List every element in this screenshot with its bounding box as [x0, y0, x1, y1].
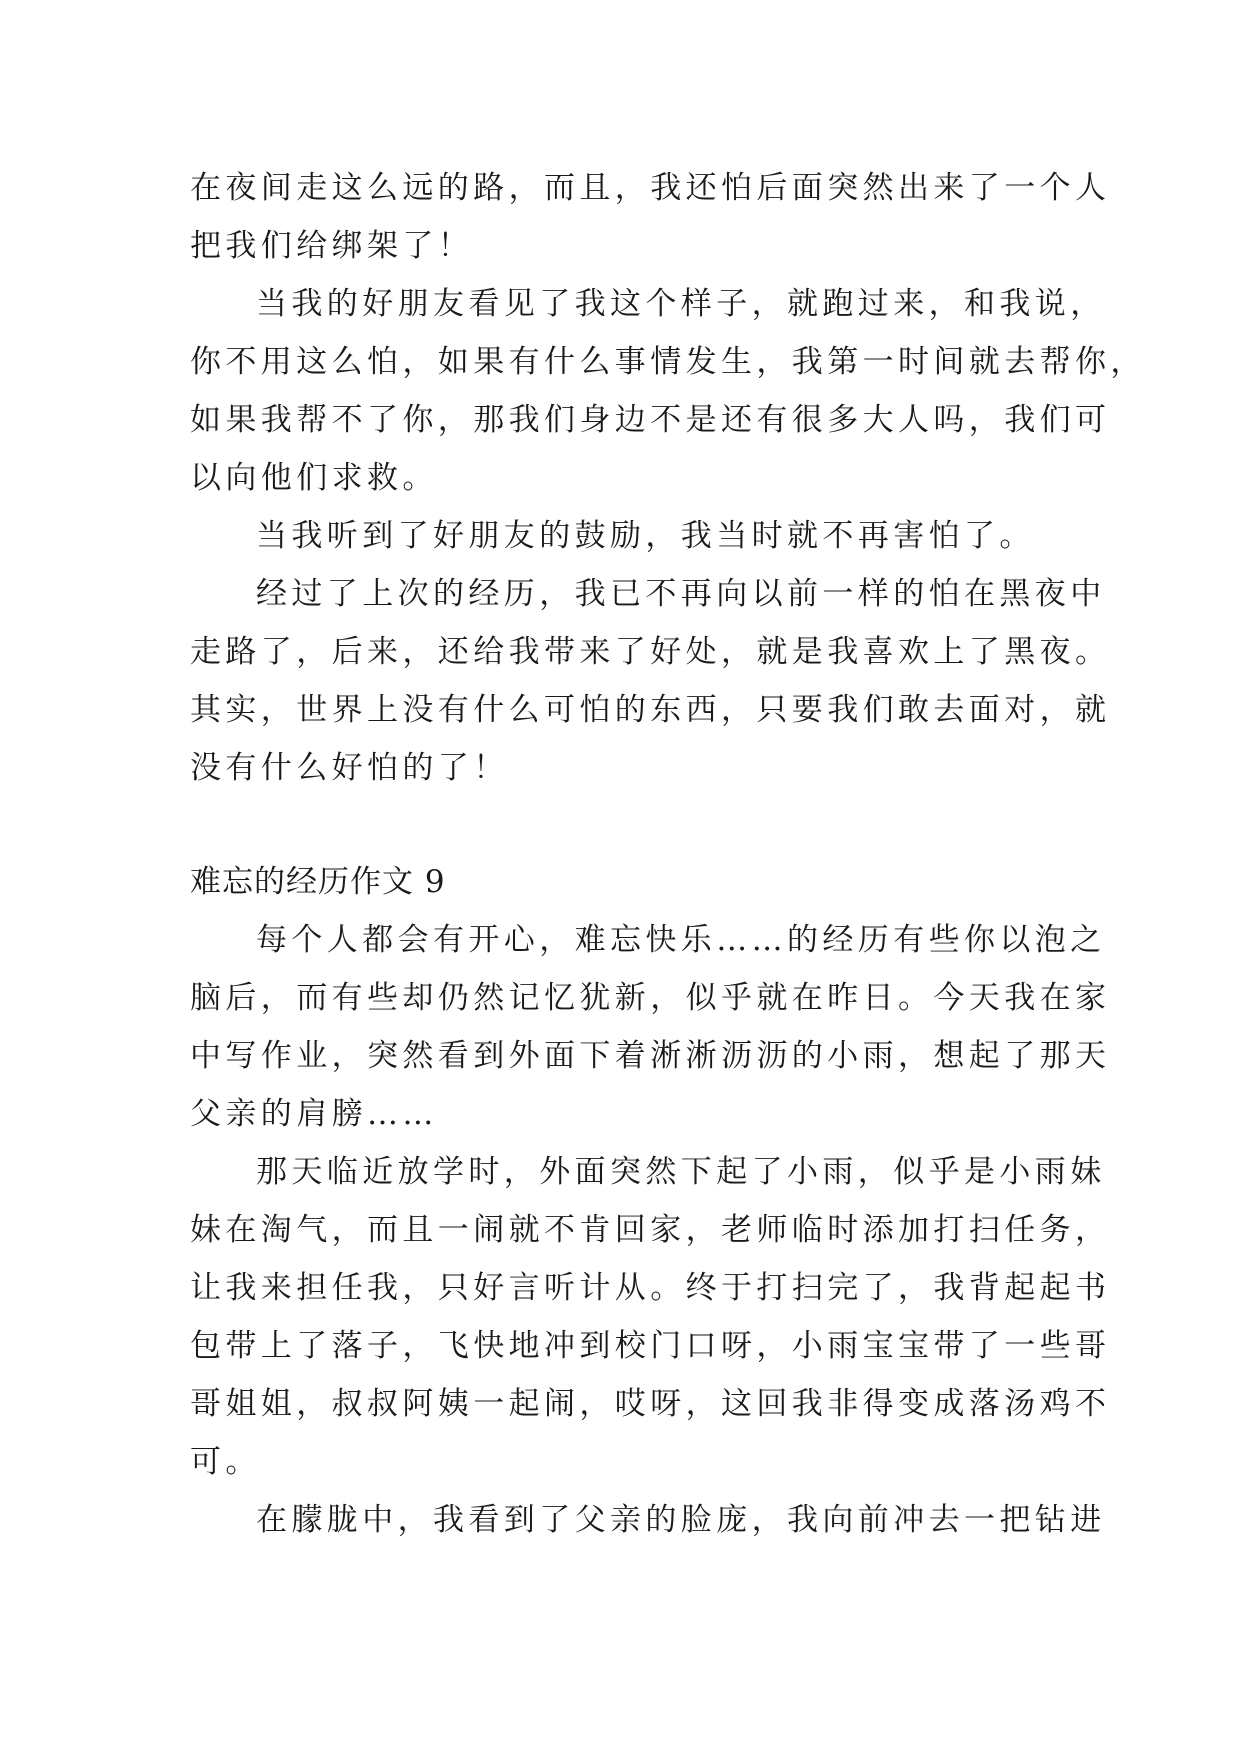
paragraph-line: 当我听到了好朋友的鼓励，我当时就不再害怕了。	[256, 518, 1035, 554]
paragraph-line: 脑后，而有些却仍然记忆犹新，似乎就在昨日。今天我在家	[190, 980, 1111, 1016]
paragraph-line: 你不用这么怕，如果有什么事情发生，我第一时间就去帮你，	[190, 344, 1146, 380]
paragraph-line: 当我的好朋友看见了我这个样子，就跑过来，和我说，	[256, 286, 1106, 322]
paragraph-line: 那天临近放学时，外面突然下起了小雨，似乎是小雨妹	[256, 1154, 1106, 1190]
paragraph-line: 没有什么好怕的了！	[190, 750, 509, 786]
paragraph-line: 哥姐姐，叔叔阿姨一起闹，哎呀，这回我非得变成落汤鸡不	[190, 1386, 1111, 1422]
paragraph-line: 其实，世界上没有什么可怕的东西，只要我们敢去面对，就	[190, 692, 1111, 728]
paragraph-line: 父亲的肩膀……	[190, 1096, 438, 1132]
paragraph-line: 走路了，后来，还给我带来了好处，就是我喜欢上了黑夜。	[190, 634, 1111, 670]
paragraph-line: 以向他们求救。	[190, 460, 438, 496]
paragraph-line: 经过了上次的经历，我已不再向以前一样的怕在黑夜中	[256, 576, 1106, 612]
paragraph-line: 中写作业，突然看到外面下着淅淅沥沥的小雨，想起了那天	[190, 1038, 1111, 1074]
section-heading: 难忘的经历作文 9	[190, 864, 446, 900]
paragraph-line: 妹在淘气，而且一闹就不肯回家，老师临时添加打扫任务，	[190, 1212, 1111, 1248]
paragraph-line: 包带上了落子，飞快地冲到校门口呀，小雨宝宝带了一些哥	[190, 1328, 1111, 1364]
paragraph-line: 可。	[190, 1444, 261, 1480]
paragraph-line: 每个人都会有开心，难忘快乐……的经历有些你以泡之	[256, 922, 1106, 958]
paragraph-line: 让我来担任我，只好言听计从。终于打扫完了，我背起起书	[190, 1270, 1111, 1306]
paragraph-line: 把我们给绑架了！	[190, 228, 474, 264]
paragraph-line: 如果我帮不了你，那我们身边不是还有很多大人吗，我们可	[190, 402, 1111, 438]
paragraph-line: 在夜间走这么远的路，而且，我还怕后面突然出来了一个人	[190, 170, 1111, 206]
paragraph-line: 在朦胧中，我看到了父亲的脸庞，我向前冲去一把钻进	[256, 1502, 1106, 1538]
